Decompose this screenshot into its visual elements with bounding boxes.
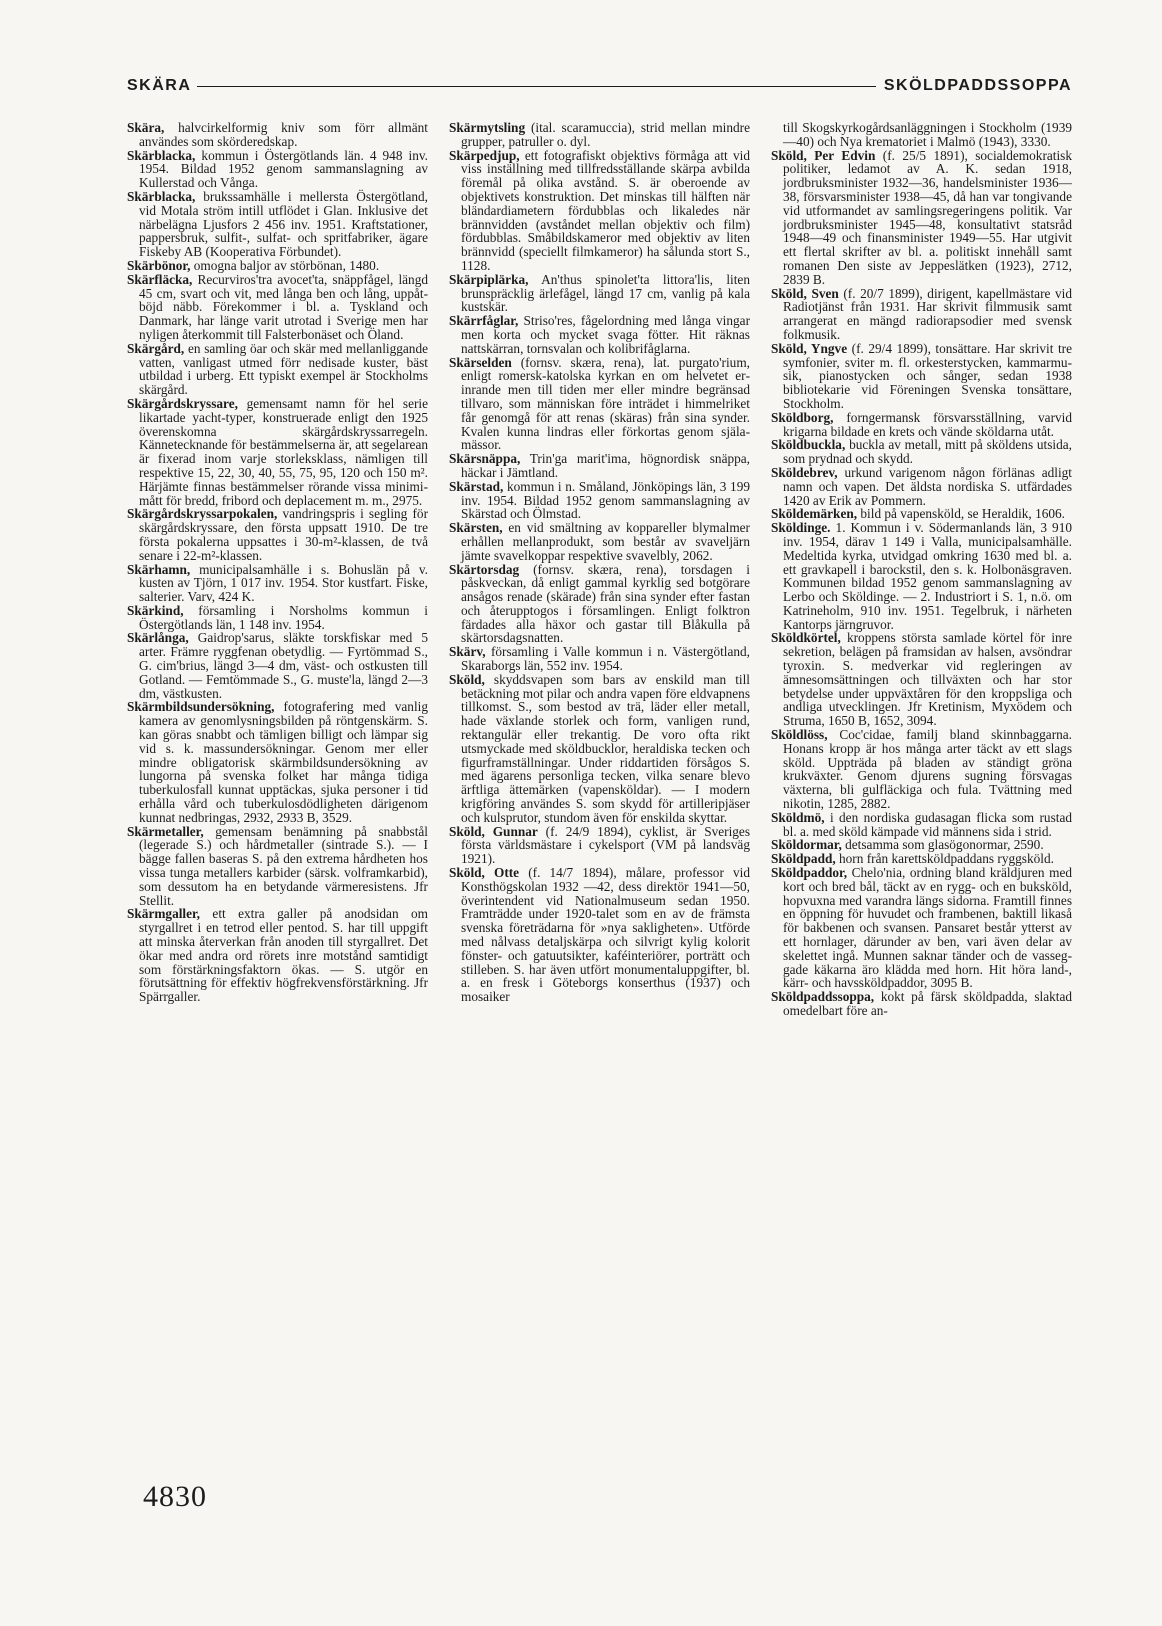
entry-headword: Sköldborg, (771, 409, 834, 425)
header-right-word: SKÖLDPADDSSOPPA (883, 77, 1072, 94)
entry-headword: Sköld, Gunnar (449, 823, 538, 839)
dictionary-entry (127, 507, 428, 562)
entry-headword: Skärrfåglar, (449, 313, 519, 329)
entry-headword: Sköld, Otte (449, 865, 520, 881)
entry-text: Coc'cidae, familj bland skinnbaggarna. Honans kropp är hos många arter täckt av ett slags sköld. Uppträda på bladen av ständigt gröna krukväxter. Genom djurens sugning försvagas växterna, bli gulfläckiga och fula. Tvättning med nikotin, 1285, 2882. (783, 727, 1072, 812)
dictionary-entry (771, 287, 1072, 342)
dictionary-entry (771, 521, 1072, 631)
entry-headword: Sköldormar, (771, 837, 842, 853)
entry-headword: Skärsnäppa, (449, 451, 521, 467)
dictionary-entry (449, 273, 750, 314)
dictionary-entry (771, 838, 1072, 852)
column-middle (449, 121, 750, 1481)
entry-headword: Sköld, Sven (771, 285, 839, 301)
entry-headword: Skärfläcka, (127, 271, 193, 287)
entry-headword: Sköld, (449, 671, 485, 687)
dictionary-entry (127, 259, 428, 273)
entry-text: ett fotografiskt objektivs förmåga att vid viss inställning med tillfredsställande skärpa avbilda föremål på olika avstånd. S. är oberoende av objektivets konstruktion. Det minskas till hälften när bländardiametern fördubblas och likaledes när brännvidden (avståndet mellan objektiv och film) fördubblas. Småbildskameror med objektiv av liten brännvidd (speciellt filmkameror) ha sålunda stort S., 1128. (461, 147, 750, 273)
dictionary-entry (449, 452, 750, 480)
dictionary-entry (449, 314, 750, 355)
entry-text: Chelo'nia, ordning bland kräldjuren med kort och bred bål, täckt av en rygg- och en buksköld, hopvuxna med varandra längs sidorna. Framtill finnes en öppning för huvudet och frambenen, baktill likaså för bakbenen och svansen. Pansaret består ytterst av ett hornlager, därunder av ben, vari även delar av skelettet ingå. Munnen saknar tänder och de vasseggade käkarna äro klädda med horn. Hit höra land-, kärr- och havssköldpaddor, 3095 B. (783, 865, 1072, 991)
entry-headword: Skärpiplärka, (449, 271, 529, 287)
entry-headword: Skärstad, (449, 478, 504, 494)
entry-text: urkund varigenom någon förlänas adligt namn och vapen. Det äldsta nordiska S. utfärdades 1420 av Erik av Pommern. (783, 464, 1072, 508)
dictionary-entry (127, 397, 428, 507)
dictionary-entry (771, 149, 1072, 287)
running-header (127, 74, 1072, 98)
dictionary-entry (449, 673, 750, 825)
entry-headword: Skärgårdskryssare, (127, 395, 238, 411)
entry-text: kommun i n. Småland, Jönköpings län, 3 199 inv. 1954. Bildad 1952 genom sammanslagning av Skärstad och Ölmstad. (461, 478, 750, 522)
entry-text: (ital. scaramuccia), strid mellan mindre grupper, patruller o. dyl. (461, 121, 750, 149)
dictionary-entry (771, 990, 1072, 1018)
dictionary-entry (771, 811, 1072, 839)
entry-headword: Skärgårdskryssarpokalen, (127, 506, 278, 522)
dictionary-entry (771, 121, 1072, 149)
entry-headword: Skärgård, (127, 340, 185, 356)
entry-headword: Sköldebrev, (771, 464, 838, 480)
entry-headword: Skära, (127, 121, 165, 135)
entry-headword: Sköldbuckla, (771, 437, 846, 453)
entry-text: buckla av metall, mitt på sköldens utsida, som prydnad och skydd. (783, 437, 1072, 467)
dictionary-entry (127, 631, 428, 700)
entry-text: fotografering med vanlig kamera av genomlysningsbilden på röntgenskärm. S. kan göras snabbt och tämligen billigt och lämpar sig vid s. k. massundersökningar. Genom mer eller mindre obligatorisk skärmbildsundersökning av lungorna på svenska folket har många tidiga tuberkulosfall kunnat upptäckas, sjuka personer i tid erhålla vård och tuberkulosdödligheten därigenom kunnat nedbringas, 2932, 2933 B, 3529. (139, 699, 428, 825)
dictionary-entry (449, 563, 750, 646)
dictionary-entry (449, 645, 750, 673)
dictionary-entry (127, 342, 428, 397)
dictionary-entry (127, 604, 428, 632)
entry-headword: Skärkind, (127, 602, 184, 618)
entry-text: kroppens största samlade körtel för inre sekretion, belägen på framsidan av halsen, avsöndrar tyroxin. S. medverkar vid regleringen av ämnesomsättningen och tillväxten och har stor betydelse under uppväxtåren för den kroppsliga och andliga utvecklingen. Jfr Kretinism, Myxödem och Struma, 1650 B, 1652, 3094. (783, 630, 1072, 729)
entry-headword: Sköldlöss, (771, 727, 828, 743)
dictionary-entry (449, 866, 750, 1004)
entry-headword: Sköldkörtel, (771, 630, 841, 646)
entry-text: en vid smältning av koppareller blymalmer erhållen mellanprodukt, som består av svaveljärn jämte svavelkoppar respektive svavelbly, 2062. (461, 520, 750, 563)
entry-headword: Skärv, (449, 644, 486, 660)
entry-text: ett extra galler på anodsidan om styrgallret i en tetrod eller pentod. S. har till uppgift att minska återverkan från anoden till styrgallret. Det ökar med andra ord rörets inre motstånd samtidigt som förstärkningsfaktorn ökas. — S. utgör en förutsättning för effektiv högfrekvensförstärkning. Jfr Spärrgaller. (139, 906, 428, 1005)
entry-text: Recurviros'tra avocet'ta, snäppfågel, längd 45 cm, svart och vit, med långa ben och lång, uppåtböjd näbb. Förekommer i bl. a. Tyskland och Danmark, har länge varit utrotad i Sverige men har nyligen återkommit till Falsterbonäset och Öland. (139, 271, 428, 342)
dictionary-entry (127, 190, 428, 259)
dictionary-entry (127, 121, 428, 149)
entry-text: gemensam benämning på snabbstål (legerade S.) och hårdmetaller (sintrade S.). — I bägge fallen baseras S. på den extrema hårdheten hos vissa tunga metallers karbider (särsk. volframkarbid), som dessutom ha en betydande värmeresistens. Jfr Stellit. (139, 823, 428, 908)
dictionary-entry (449, 356, 750, 453)
text-columns (127, 121, 1072, 1481)
entry-headword: Skärmetaller, (127, 823, 204, 839)
entry-text: Trin'ga marit'ima, högnordisk snäppa, häckar i Jämtland. (461, 451, 750, 480)
header-rule (197, 86, 875, 87)
entry-headword: Skärmytsling (449, 121, 526, 135)
entry-text: forngermansk försvarsställning, varvid krigarna bildade en krets och vände sköldarna utåt. (783, 409, 1072, 439)
entry-text: i den nordiska gudasagan flicka som rustad bl. a. med sköld kämpade vid männens sida i strid. (783, 809, 1072, 839)
entry-text: till Skogskyrkogårdsanläggningen i Stockholm (1939—40) och Nya krematoriet i Malmö (1943), 3330. (783, 121, 1072, 149)
entry-text: (f. 20/7 1899), dirigent, kapellmästare vid Radiotjänst från 1931. Har skrivit filmmusik samt arrangerat en mängd radiorapsodier med svensk folkmusik. (783, 285, 1072, 342)
entry-text: brukssamhälle i mellersta Östergötland, vid Motala ström intill utflödet i Glan. Inklusive det närbelägna Ljusfors 2 456 inv. 1951. Kraftstationer, pappersbruk, sulfit-, sulfat- och spritfabriker, ägare Fiskeby AB (Kooperativa Förbundet). (139, 188, 428, 260)
dictionary-entry (449, 149, 750, 273)
page-number: 4830 (143, 1480, 207, 1513)
entry-text: municipalsamhälle i s. Bohuslän på v. kusten av Tjörn, 1 017 inv. 1954. Stor kustfart. Fiske, salterier. Varv, 424 K. (139, 561, 428, 605)
entry-headword: Skärtorsdag (449, 561, 520, 577)
dictionary-entry (449, 825, 750, 866)
entry-headword: Sköldpadd, (771, 851, 836, 867)
entry-headword: Skärbönor, (127, 257, 191, 273)
dictionary-entry (127, 700, 428, 824)
entry-text: Striso'res, fågelordning med långa vingar men korta och mycket svaga fötter. Hit räknas nattskärran, tornsvalan och kolibrifåglarna. (461, 313, 750, 356)
entry-headword: Sköldinge. (771, 520, 831, 536)
column-right (771, 121, 1072, 1481)
entry-headword: Skärmbildsundersökning, (127, 699, 275, 715)
entry-text: vandringspris i segling för skärgårdskryssare, den första uppsatt 1910. De tre första pokalerna uppsattes i 30-m²-klassen, de två senare i 22-m²-klassen. (139, 506, 428, 563)
header-left-word: SKÄRA (127, 77, 192, 94)
entry-text: gemensamt namn för hel serie likartade yacht-typer, konstruerade enligt den 1925 överenskomna skärgårdskryssarregeln. Kännetecknande för bestämmelserna är, att segelarean är fixerad inom varje storleksklass, nämligen till respektive 15, 22, 30, 40, 55, 75, 95, 120 och 150 m². Härjämte finnas bestämmelser rörande vissa minimimått för bredd, fribord och deplacement m. m., 2975. (139, 395, 428, 508)
entry-headword: Sköldmö, (771, 809, 825, 825)
entry-headword: Sköldpaddor, (771, 865, 848, 881)
dictionary-entry (449, 480, 750, 521)
column-left (127, 121, 428, 1481)
dictionary-entry (771, 507, 1072, 521)
entry-text: (f. 29/4 1899), tonsättare. Har skrivit tre symfonier, sviter m. fl. orkesterstycken, kammarmusik, pianostycken och sånger, sedan 1938 bibliotekarie vid Föreningen Svenska tonsättare, Stockholm. (783, 340, 1072, 411)
entry-headword: Skärblacka, (127, 188, 196, 204)
dictionary-entry (771, 852, 1072, 866)
entry-text: (fornsv. skæra, rena), lat. purgato'rium, enligt romersk-katolska kyrkan en om helvetet erinrande men till tiden mer eller mindre begränsad tillvaro, som människan före inträdet i himmelriket får genomgå för att renas (skäras) från sina synder. Kvalen kunna lindras eller förkortas genom själamässor. (461, 354, 750, 453)
dictionary-entry (449, 521, 750, 562)
entry-headword: Sköldpaddssoppa, (771, 989, 875, 1005)
entry-text: omogna baljor av störbönan, 1480. (190, 257, 380, 273)
dictionary-entry (127, 273, 428, 342)
entry-headword: Skärhamn, (127, 561, 191, 577)
entry-text: (f. 25/5 1891), socialdemokratisk politiker, ledamot av A. K. sedan 1918, jordbruksminister 1932—36, handelsminister 1936—38, försvarsminister 1938—45, då han var tongivande vid utformandet av samlingsregeringens politik. Var jordbruksminister 1945—48, konsultativt statsråd 1948—49 och finansminister 1949—55. Har utgivit ett flertal skrifter av bl. a. politiskt innehåll samt romanen Den siste av Jeppeslätken (1923), 2712, 2839 B. (783, 147, 1072, 287)
entry-text: församling i Valle kommun i n. Västergötland, Skaraborgs län, 552 inv. 1954. (461, 644, 750, 674)
dictionary-entry (127, 563, 428, 604)
entry-headword: Skärsten, (449, 520, 503, 536)
dictionary-entry (771, 438, 1072, 466)
entry-headword: Skärlånga, (127, 630, 189, 646)
entry-text: skyddsvapen som bars av enskild man till betäckning mot pilar och andra vapen före eldvapnens tillkomst. S., som bestod av trä, läder eller metall, hade växlande storlek och form, vanligen rund, rektangulär eller trekantig. De voro ofta rikt utsmyckade med sköldbucklor, heraldiska tecken och figurframställningar. Under riddartiden försågos S. med ägarens personliga tecken, vilka senare blevo ärftliga ättemärken (vapensköldar). — I modern krigföring användes S. som skydd för artilleripjäser och kulsprutor, stundom även för enskilda skyttar. (461, 671, 750, 825)
entry-text: (f. 14/7 1894), målare, professor vid Konsthögskolan 1932 —42, dess direktör 1941—50, överintendent vid Nationalmuseum sedan 1950. Framträdde under 1920-talet som en av de främsta svenska företrädarna för »nya sakligheten». Utförde med nålvass detaljskärpa och silvrigt kylig kolorit fönster- och gatuutsikter, kaféinteriörer, porträtt och stilleben. S. har även utfört monumentaluppgifter, bl. a. en fresk i Göteborgs konserthus (1937) och mosaiker (461, 865, 750, 1005)
entry-text: församling i Norsholms kommun i Östergötlands län, 1 148 inv. 1954. (139, 602, 428, 632)
dictionary-entry (771, 466, 1072, 507)
entry-text: bild på vapensköld, se Heraldik, 1606. (857, 506, 1065, 522)
entry-text: detsamma som glasögonormar, 2590. (841, 837, 1044, 853)
entry-headword: Sköld, Yngve (771, 340, 848, 356)
dictionary-entry (771, 631, 1072, 728)
dictionary-entry (771, 728, 1072, 811)
entry-headword: Skärselden (449, 354, 512, 370)
entry-text: kokt på färsk sköldpadda, slaktad omedelbart före an- (783, 989, 1072, 1018)
entry-text: 1. Kommun i v. Södermanlands län, 3 910 inv. 1954, därav 1 149 i Valla, municipalsamhälle. Medeltida kyrka, utvidgad omkring 1630 med bl. a. ett gravkapell i barockstil, den s. k. Holbonäsgraven. Kommunen bildad 1952 genom sammanslagning av Lerbo och Sköldinge. — 2. Industriort i S. 1, n.ö. om Katrineholm, 910 inv. 1951. Tegelbruk, i närheten Kantorps järngruvor. (783, 520, 1072, 632)
entry-headword: Skärmgaller, (127, 906, 201, 922)
entry-text: (f. 24/9 1894), cyklist, är Sveriges första världsmästare i cykelsport (VM på landsväg 1921). (461, 823, 750, 867)
entry-headword: Skärblacka, (127, 147, 196, 163)
entry-text: halvcirkelformig kniv som förr allmänt användes som skörderedskap. (139, 121, 428, 149)
dictionary-entry (771, 411, 1072, 439)
entry-text: kommun i Östergötlands län. 4 948 inv. 1954. Bildad 1952 genom sammanslagning av Kullerstad och Vånga. (139, 147, 428, 191)
entry-text: horn från karettsköldpaddans ryggsköld. (835, 851, 1054, 867)
dictionary-entry (127, 907, 428, 1004)
entry-text: Gaidrop'sarus, släkte torskfiskar med 5 arter. Främre ryggfenan obetydlig. — Fyrtömmad S., G. cim'brius, längd 3—4 dm, väst- och ostkusten till Gotland. — Femtömmade S., G. muste'la, längd 2—3 dm, västkusten. (139, 630, 428, 701)
dictionary-entry (127, 149, 428, 190)
entry-headword: Skärpedjup, (449, 147, 520, 163)
entry-text: An'thus spinolet'ta littora'lis, liten brunspräcklig ärlefågel, längd 17 cm, vanlig på kala kustskär. (461, 271, 750, 315)
dictionary-entry (771, 866, 1072, 990)
dictionary-entry (449, 121, 750, 149)
dictionary-entry (127, 825, 428, 908)
entry-headword: Sköldemärken, (771, 506, 858, 522)
entry-headword: Sköld, Per Edvin (771, 147, 876, 163)
dictionary-entry (771, 342, 1072, 411)
entry-text: (fornsv. skæra, rena), torsdagen i påskveckan, då enligt gammal kyrklig sed botgörare ansågos renade (skärade) från sina synder efter fastan och återupptogos i församlingen. Enligt folktron färdades alla häxor och gastar till Blåkulla på skärtorsdagsnatten. (461, 561, 750, 646)
entry-text: en samling öar och skär med mellanliggande vatten, vanligast utmed förr nedisade kuster, bäst utbildad i urberg. Ett typiskt exempel är Stockholms skärgård. (139, 340, 428, 398)
